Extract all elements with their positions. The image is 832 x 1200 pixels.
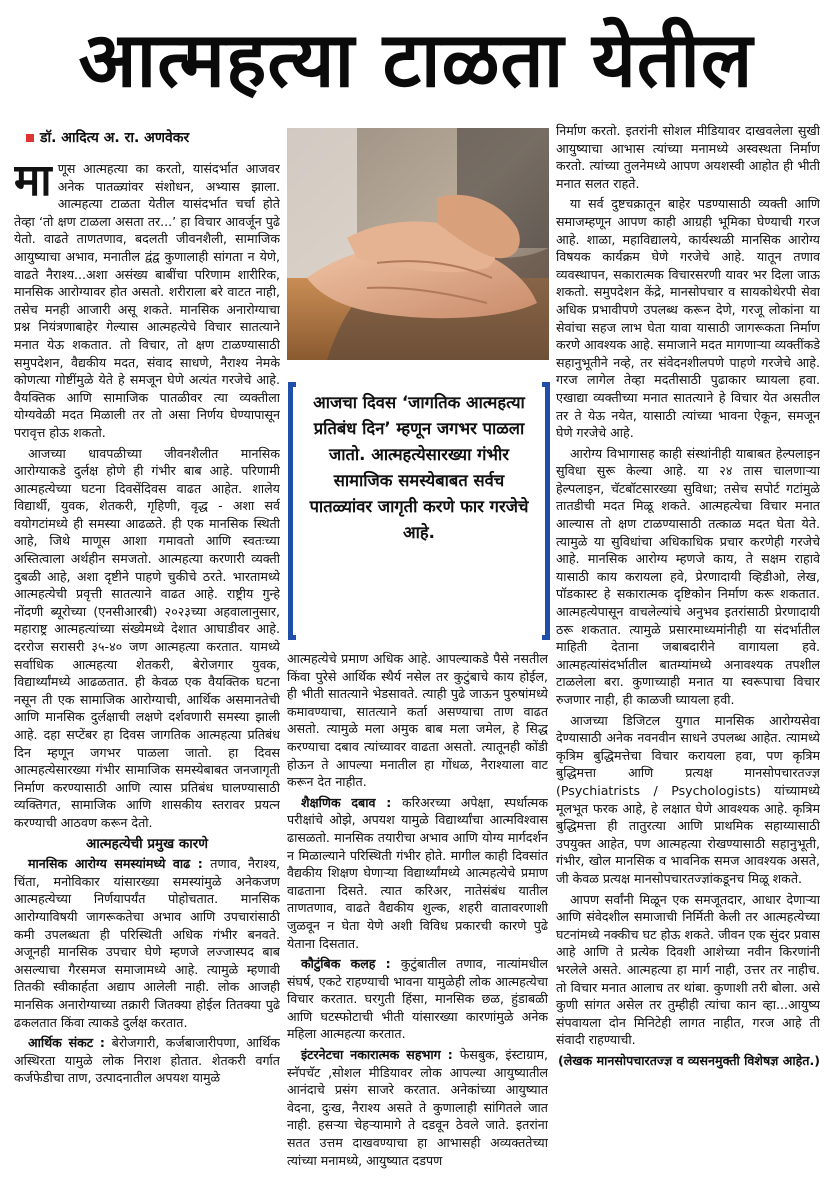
paragraph: शैक्षणिक दबाव : करिअरच्या अपेक्षा, स्पर्धात्मक परीक्षांचे ओझे, अपयश यामुळे विद्यार्थ्यांचा आत्मविश्वास ढासळतो. मानसिक तयारीचा अभाव आणि योग्य मार्गदर्शन न मिळाल्याने परिस्थिती गंभीर होते. मागील काही दिवसांत वैद्यकीय शिक्षण घेणाऱ्या विद्यार्थ्यांमध्ये आत्महत्येचे प्रमाण वाढताना दिसते. त्यात करिअर, नातेसंबंध यातील ताणतणाव, वाढते वैद्यकीय शुल्क, शहरी वातावरणाशी जुळवून न घेता येणे अशी विविध प्रकारची कारणे पुढे येताना दिसतात. [287,794,548,951]
paragraph: आपण सर्वांनी मिळून एक समजूतदार, आधार देणाऱ्या आणि संवेदशील समाजाची निर्मिती केली तर आत्महत्येच्या घटनांमध्ये नक्कीच घट होऊ शकते. जीवन एक सुंदर प्रवास आहे आणि ते प्रत्येक दिवशी आशेच्या नवीन किरणांनी भरलेले असते. आत्महत्या हा मार्ग नाही, उत्तर तर नाहीच. तो विचार मनात आलाच तर थांबा. कुणाशी तरी बोला. असे कुणी सांगत असेल तर तुम्हीही त्यांचा कान व्हा...आयुष्य संपवायला दोन मिनिटेही लागत नाहीत, गरज आहे ती संवादी राहण्याची. [556,891,820,1048]
column-1 [14,160,280,1190]
paragraph: आजच्या धावपळीच्या जीवनशैलीत मानसिक आरोग्याकडे दुर्लक्ष होणे ही गंभीर बाब आहे. परिणामी आत्महत्येच्या घटना दिवसेंदिवस वाढत आहेत. शालेय विद्यार्थी, युवक, शेतकरी, गृहिणी, वृद्ध - अशा सर्व वयोगटांमध्ये ही समस्या आढळते. ही एक मानसिक स्थिती आहे, जिथे माणूस आशा गमावतो आणि स्वतःच्या अस्तित्वाला अर्थहीन समजतो. आत्महत्या करणारी व्यक्ती दुबळी आहे, अशा दृष्टीने पाहणे चुकीचे ठरते. भारतामध्ये आत्महत्येची प्रवृत्ती सातत्याने वाढत आहे. राष्ट्रीय गुन्हे नोंदणी ब्यूरोच्या (एनसीआरबी) २०२३च्या अहवालानुसार, महाराष्ट्र आत्महत्यांच्या संख्येमध्ये देशात आघाडीवर आहे. दररोज सरासरी ३५-४० जण आत्महत्या करतात. यामध्ये सर्वाधिक आत्महत्या शेतकरी, बेरोजगार युवक, विद्यार्थ्यांमध्ये आढळतात. ही केवळ एक वैयक्तिक घटना नसून ती एक सामाजिक आरोग्याची, आर्थिक असमानतेची आणि मानसिक दुर्लक्षाची लक्षणे दर्शवणारी समस्या झाली आहे. दहा सप्टेंबर हा दिवस जागतिक आत्महत्या प्रतिबंध दिन म्हणून जगभर पाळला जातो. हा दिवस आत्महत्येसारख्या गंभीर सामाजिक समस्येबाबत जनजागृती निर्माण करण्यासाठी आणि त्यास प्रतिबंध घालण्यासाठी व्यक्तिगत, सामाजिक आणि शासकीय स्तरावर प्रयत्न करण्याची आठवण करून देतो. [14,445,280,830]
paragraph: आर्थिक संकट : बेरोजगारी, कर्जबाजारीपणा, आर्थिक अस्थिरता यामुळे लोक निराश होतात. शेतकरी वर्गात कर्जफेडीचा ताण, उत्पादनातील अपयश यामुळे [14,1035,280,1086]
paragraph: निर्माण करतो. इतरांनी सोशल मीडियावर दाखवलेला सुखी आयुष्याचा आभास त्यांच्या मनामध्ये अस्वस्थता निर्माण करतो. त्यांच्या तुलनेमध्ये आपण अयशस्वी आहोत ही भीती मनात सलत राहते. [556,123,820,191]
paragraph: मानसिक आरोग्य समस्यांमध्ये वाढ : तणाव, नैराश्य, चिंता, मनोविकार यांसारख्या समस्यांमुळे अनेकजण आत्महत्येच्या निर्णयापर्यंत पोहोचतात. मानसिक आरोग्याविषयी जागरूकतेचा अभाव आणि उपचारांसाठी कमी उपलब्धता ही परिस्थिती अधिक गंभीर बनवते. अजूनही मानसिक उपचार घेणे म्हणजे लज्जास्पद बाब असल्याचा गैरसमज समाजामध्ये आहे. त्यामुळे म्हणावी तितकी स्वीकार्हता अद्याप आलेली नाही. लोक आजही मानसिक अनारोग्याच्या तक्रारी जितक्या होईल तितक्या पुढे ढकलतात किंवा त्याकडे दुर्लक्ष करतात. [14,856,280,1030]
paragraph: आजच्या डिजिटल युगात मानसिक आरोग्यसेवा देण्यासाठी अनेक नवनवीन साधने उपलब्ध आहेत. त्यामध्ये कृत्रिम बुद्धिमत्तेचा विचार करायला हवा, पण कृत्रिम बुद्धिमत्ता आणि प्रत्यक्ष मानसोपचारतज्ज्ञ (Psychiatrists / Psychologists) यांच्यामध्ये मूलभूत फरक आहे, हे लक्षात घेणे आवश्यक आहे. कृत्रिम बुद्धिमत्ता ही तातुरत्या आणि प्राथमिक सहाय्यासाठी उपयुक्त आहेत, पण आत्महत्या रोखण्यासाठी सहानुभूती, गंभीर, खोल मानसिक व भावनिक समज आवश्यक असते, जी केवळ प्रत्यक्ष मानसोपचारतज्ज्ञांकडूनच मिळू शकते. [556,712,820,886]
paragraph: आरोग्य विभागासह काही संस्थांनीही याबाबत हेल्पलाइन सुविधा सुरू केल्या आहे. या २४ तास चालणाऱ्या हेल्पलाइन, चॅटबॉटसारख्या सुविधा; तसेच सपोर्ट गटांमुळे तातडीची मदत मिळू शकते. आत्महत्येचा विचार मनात आल्यास तो क्षण टाळण्यासाठी तत्काळ मदत घेता येते. त्यामुळे या सुविधांचा अधिकाधिक प्रचार करणेही गरजेचे आहे. मानसिक आरोग्य म्हणजे काय, ते सक्षम राहावे यासाठी काय करायला हवे, प्रेरणादायी व्हिडीओ, लेख, पॉडकास्ट हे सकारात्मक दृष्टिकोन निर्माण करू शकतात. आत्महत्येपासून वाचलेल्यांचे अनुभव इतरांसाठी प्रेरणादायी ठरू शकतात. त्यामुळे प्रसारमाध्यमांनीही या संदर्भातील माहिती देताना जबाबदारीने वागायला हवे. आत्महत्यांसंदर्भातील बातम्यांमध्ये अनावश्यक तपशील टाळलेला बरा. कुणाच्याही मनात या स्वरूपाचा विचार रुजणार नाही, ही काळजी घ्यायला हवी. [556,445,820,707]
subheading: आत्महत्येची प्रमुख कारणे [86,835,208,852]
bullet-square-icon [26,134,34,142]
paragraph-intro: माणूस आत्महत्या का करतो, यासंदर्भात आजवर अनेक पातळ्यांवर संशोधन, अभ्यास झाला. आत्महत्या टाळता येतील यासंदर्भात चर्चा होते तेव्हा ‘तो क्षण टाळला असता तर...’ हा विचार आवर्जून पुढे येतो. वाढते ताणतणाव, बदलती जीवनशैली, सामाजिक आयुष्याचा अभाव, मनातील द्वंद्व कुणालाही सांगता न येणे, वाढते नैराश्य...अशा असंख्य बाबींचा परिणाम शारीरिक, मानसिक आरोग्यावर होत असतो. शरीराला बरे वाटत नाही, तसेच मनही आजारी असू शकते. मानसिक अनारोग्याचा प्रश्न नियंत्रणाबाहेर गेल्यास आत्महत्येचे विचार सातत्याने मनात येऊ शकतात. तो विचार, तो क्षण टाळण्यासाठी समुपदेशन, वैद्यकीय मदत, संवाद साधणे, नैराश्य नेमके कोणत्या गोष्टींमुळे येते हे समजून घेणे अत्यंत गरजेचे आहे. वैयक्तिक आणि सामाजिक पातळीवर त्या व्यक्तीला योग्यवेळी मदत मिळाली तर तो असा निर्णय घेण्यापासून परावृत्त होऊ शकतो. [14,160,280,440]
pull-quote-text: आजचा दिवस ‘जागतिक आत्महत्या प्रतिबंध दिन’ म्हणून जगभर पाळला जातो. आत्महत्येसारख्या गंभीर सामाजिक समस्येबाबत सर्वच पातळ्यांवर जागृती करणे फार गरजेचे आहे. [309,393,529,542]
paragraph: आत्महत्येचे प्रमाण अधिक आहे. आपल्याकडे पैसे नसतील किंवा पुरेसे आर्थिक स्थैर्य नसेल तर कुटुंबाचे काय होईल, ही भीती सातत्याने भेडसावते. त्याही पुढे जाऊन पुरुषांमध्ये कमावण्याचा, सातत्याने कर्ता असण्याचा ताण वाढत असतो. त्यामुळे मला अमुक बाब मला जमेल, हे सिद्ध करण्याचा दबाव त्यांच्यावर वाढता असतो. त्यातूनही कोंडी होऊन ते आपल्या मनातील हा गोंधळ, नैराश्याला वाट करून देत नाहीत. [287,651,548,790]
quote-bracket-left [288,382,296,640]
paragraph: इंटरनेटचा नकारात्मक सहभाग : फेसबुक, इंस्टाग्राम, स्नॅपचॅट ,सोशल मीडियावर लोक आपल्या आयुष्यातील आनंदाचे प्रसंग साजरे करतात. अनेकांच्या आयुष्यात वेदना, दुःख, नैराश्य असते ते कुणालाही सांगितले जात नाही. हसऱ्या चेहऱ्यामागे ते दडवून ठेवले जाते. इतरांना सतत उत्तम दाखवण्याचा हा आभासही अव्यक्ततेच्या त्यांच्या मनामध्ये, आयुष्यात दडपण [287,1047,548,1168]
quote-bracket-right [542,382,550,640]
paragraph: या सर्व दुष्टचक्रातून बाहेर पडण्यासाठी व्यक्ती आणि समाजम्हणून आपण काही आग्रही भूमिका घेण्याची गरज आहे. शाळा, महाविद्यालये, कार्यस्थळी मानसिक आरोग्य विषयक कार्यक्रम घेणे गरजेचे आहे. यातून तणाव व्यवस्थापन, सकारात्मक विचारसरणी यावर भर दिला जाऊ शकतो. समुपदेशन केंद्रे, मानसोपचार व सायकोथेरपी सेवा अधिक प्रभावीपणे उपलब्ध करून देणे, गरजू लोकांना या सेवांचा सहज लाभ घेता यावा यासाठी जागरूकता निर्माण करणे आवश्यक आहे. समाजाने मदत मागणाऱ्या व्यक्तींकडे सहानुभूतीने नव्हे, तर संवेदनशीलपणे पाहणे गरजेचे आहे. गरज लागेल तेव्हा मदतीसाठी पुढाकार घ्यायला हवा. एखाद्या व्यक्तीच्या मनात सातत्याने हे विचार येत असतील तर ते येऊ नयेत, यासाठी त्यांच्या भावना ऐकून, समजून घेणे गरजेचे आहे. [556,196,820,441]
byline [26,128,276,147]
headline: आत्महत्या टाळता येतील [78,15,754,104]
drop-cap: मा [14,160,52,206]
column-2 [287,650,548,1195]
paragraph: कौटुंबिक कलह : कुटुंबातील तणाव, नात्यांमधील संघर्ष, एकटे राहण्याची भावना यामुळेही लोक आत्महत्येचा विचार करतात. घरगुती हिंसा, मानसिक छळ, हुंडाबळी आणि घटस्फोटाची भीती यांसारख्या कारणांमुळे अनेक महिला आत्महत्या करतात. [287,956,548,1042]
author-name: डॉ. आदित्य अ. रा. अणवेकर [40,130,190,146]
hands-photo [287,128,549,360]
pull-quote [292,382,546,640]
author-note: (लेखक मानसोपचारतज्ज्ञ व व्यसनमुक्ती विशेषज्ञ आहेत.) [557,1052,820,1068]
column-3 [556,122,820,1192]
